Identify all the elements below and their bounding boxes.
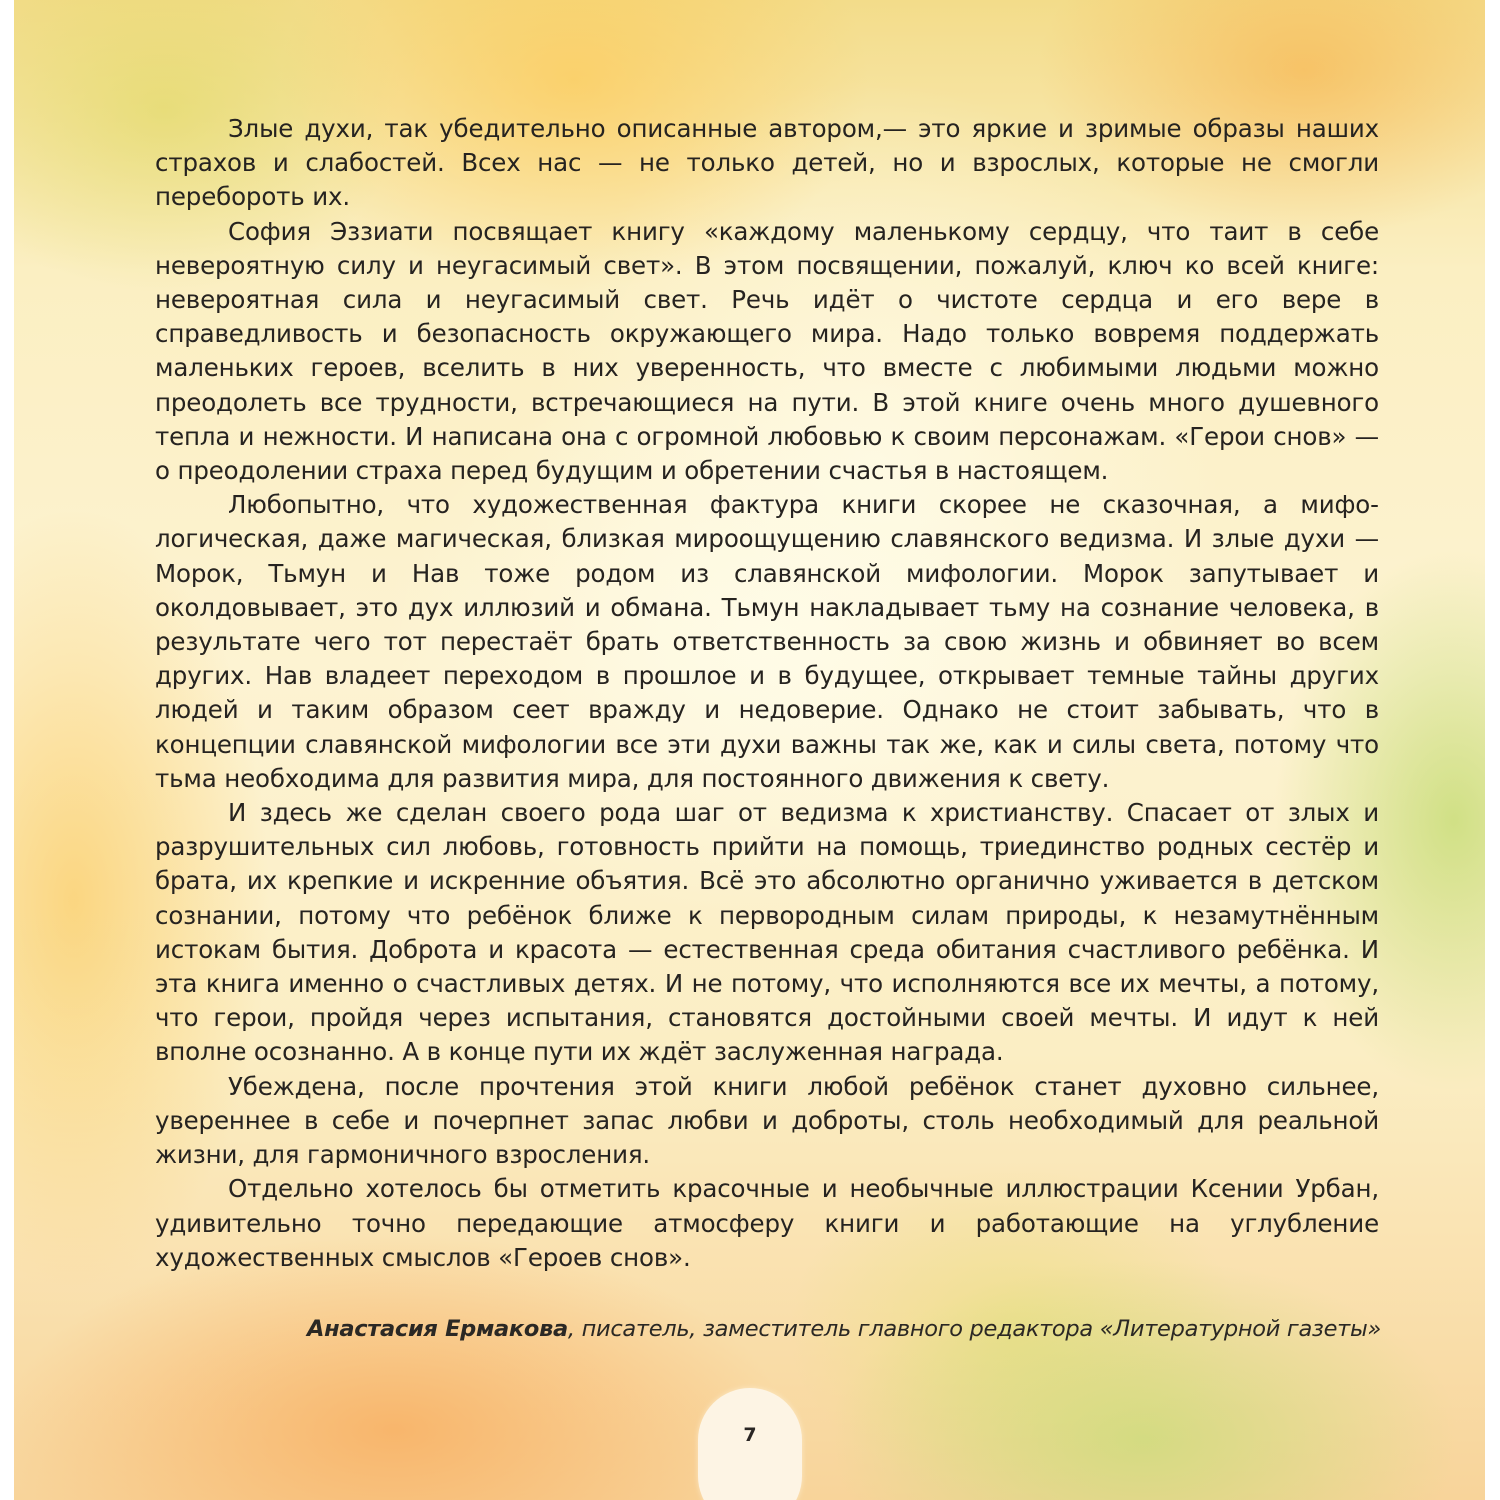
book-page — [14, 0, 1485, 1500]
page-number-badge — [698, 1388, 802, 1500]
page-number: 7 — [743, 1424, 757, 1446]
article-body — [155, 112, 1379, 1275]
paragraph-5: Убеждена, после прочтения этой книги любой ребёнок станет духовно сильнее, увереннее в себе и почерпнет запас любви и доброты, столь необходимый для реальной жизни, для гармоничного взросления. — [155, 1071, 1379, 1170]
author-role: , писатель, заместитель главного редактора «Литературной газеты» — [567, 1316, 1381, 1342]
author-name: Анастасия Ермакова — [307, 1316, 568, 1342]
author-signature — [155, 1314, 1381, 1344]
paragraph-1: Злые духи, так убедительно описанные автором,— это яркие и зримые образы наших страхов и слабостей. Всех нас — не только детей, но и взрослых, которые не смогли перебороть их. — [155, 114, 1379, 212]
paragraph-3: Любопытно, что художественная фактура книги скорее не сказочная, а мифологическая, даже магическая, близкая мироощущению славянского ведизма. И злые духи — Морок, Тьмун и Нав тоже родом из славянской мифологии. Морок запутывает и околдовывает, это дух иллюзий и обмана. Тьмун накладывает тьму на сознание человека, в результате чего тот перестаёт брать ответственность за свою жизнь и обвиняет во всем других. Нав владеет переходом в прошлое и в будущее, открывает темные тайны других людей и таким образом сеет вражду и недоверие. Однако не стоит забывать, что в концепции славянской мифологии все эти духи важны так же, как и силы света, потому что тьма необходима для развития мира, для постоянного движения к свету. — [155, 490, 1379, 793]
paragraph-2: София Эззиати посвящает книгу «каждому маленькому сердцу, что таит в себе невероятную силу и неугасимый свет». В этом посвящении, пожалуй, ключ ко всей книге: невероятная сила и неугасимый свет. Речь идёт о чистоте сердца и его вере в справедливость и безопасность окружающего мира. Надо только вовремя поддержать маленьких героев, вселить в них уверенность, что вместе с любимыми людьми можно преодолеть все трудности, встречающиеся на пути. В этой книге очень много душевного тепла и нежности. И написана она с огромной любовью к своим персонажам. «Герои снов» — о преодолении страха перед будущим и обретении счастья в настоящем. — [155, 216, 1379, 486]
paragraph-4: И здесь же сделан своего рода шаг от ведизма к христианству. Спасает от злых и разрушительных сил любовь, готовность прийти на помощь, триединство родных сестёр и брата, их крепкие и искренние объятия. Всё это абсолютно органично уживается в детском сознании, потому что ребёнок ближе к первородным силам природы, к незамутнённым истокам бытия. Доброта и красота — естественная среда обитания счастливого ребёнка. И эта книга именно о счастливых детях. И не потому, что исполняются все их мечты, а потому, что герои, пройдя через испытания, становятся достойными своей мечты. И идут к ней вполне осознанно. А в конце пути их ждёт заслуженная награда. — [155, 798, 1379, 1067]
paragraph-6: Отдельно хотелось бы отметить красочные и необычные иллюстрации Ксении Урбан, удивительно точно передающие атмосферу книги и работающие на углубление художественных смыслов «Героев снов». — [155, 1174, 1379, 1272]
